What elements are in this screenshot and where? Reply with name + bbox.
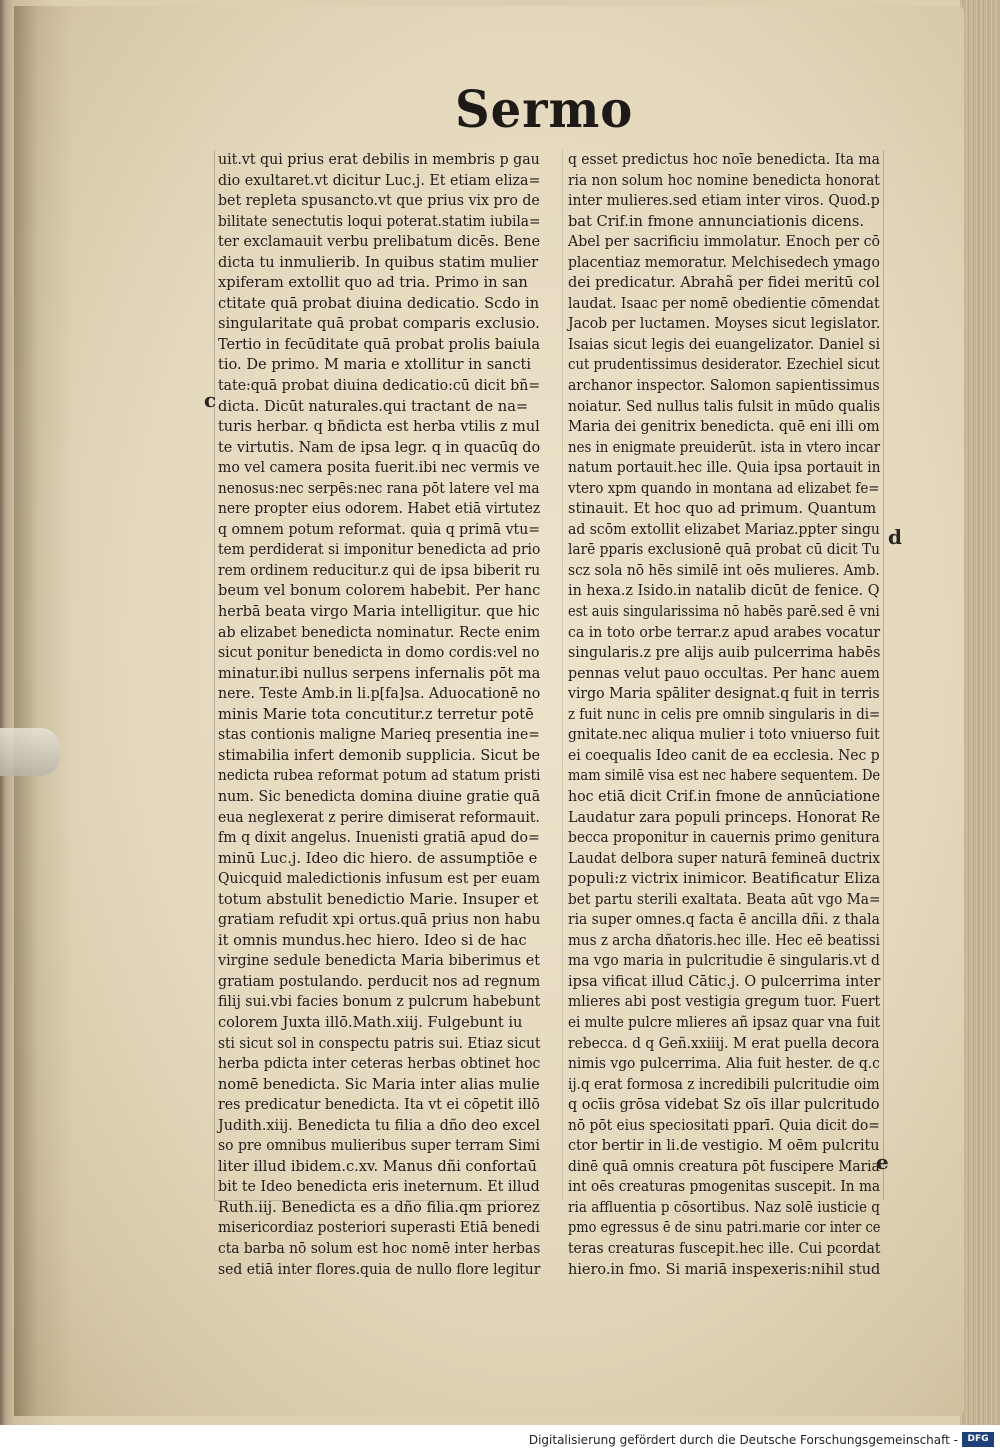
text-line: pmo egressus ē de sinu patri.marie cor inter ce <box>568 1219 881 1237</box>
text-line: ad scōm extollit elizabet Mariaz.ppter singu <box>568 520 880 538</box>
text-line: te virtutis. Nam de ipsa legr. q in quacūq do <box>218 438 541 456</box>
text-line: placentiaz memoratur. Melchisedech ymago <box>568 253 880 271</box>
text-line: becca proponitur in cauernis primo genitura <box>568 829 880 847</box>
text-line: ria affluentia p cōsortibus. Naz solē iusticie q <box>568 1198 880 1216</box>
text-line: beum vel bonum colorem habebit. Per hanc <box>218 582 541 600</box>
text-line: vtero xpm quando in montana ad elizabet fe= <box>568 479 880 497</box>
text-line: nenosus:nec serpēs:nec rana pōt latere vel ma <box>218 479 540 497</box>
text-line: in hexa.z Isido.in natalib dicūt de fenice. Q <box>568 582 880 600</box>
text-line: Maria dei genitrix benedicta. quē eni illi om <box>568 418 880 436</box>
text-line: dinē quā omnis creatura pōt fuscipere Maria <box>568 1157 880 1175</box>
text-line: singularitate quā probat comparis exclusio. <box>218 315 540 333</box>
text-line: ter exclamauit verbu prelibatum dicēs. Bene <box>218 233 541 251</box>
text-line: Laudatur zara populi princeps. Honorat Re <box>568 808 881 826</box>
footer-credit: Digitalisierung gefördert durch die Deutsche Forschungsgemeinschaft - <box>528 1433 958 1447</box>
text-line: fm q dixit angelus. Inuenisti gratiā apud do= <box>218 829 540 847</box>
text-line: Tertio in fecūditate quā probat prolis baiula <box>218 335 541 353</box>
text-line: stinauit. Et hoc quo ad primum. Quantum <box>568 500 877 518</box>
text-line: num. Sic benedicta domina diuine gratie quā <box>218 787 541 805</box>
text-line: ctor bertir in li.de vestigio. M oēm pulcritu <box>568 1137 880 1155</box>
text-line: Isaias sicut legis dei euangelizator. Daniel si <box>568 335 881 353</box>
text-line: populi:z victrix inimicor. Beatificatur Eliza <box>568 870 881 888</box>
text-line: larē pparis exclusionē quā probat cū dicit Tu <box>568 541 881 559</box>
page-stack <box>960 0 1000 1425</box>
text-line: est auis singularissima nō habēs parē.sed ē vni <box>568 603 880 621</box>
text-line: q omnem potum reformat. quia q primā vtu= <box>218 520 541 538</box>
text-line: int oēs creaturas pmogenitas suscepit. In ma <box>568 1178 881 1196</box>
text-line: sed etiā inter flores.quia de nullo flore legitur <box>218 1260 541 1278</box>
text-line: ria super omnes.q facta ē ancilla dñi. z thala <box>568 911 880 929</box>
text-line: bit te Ideo benedicta eris ineternum. Et illud <box>218 1178 540 1196</box>
text-line: minatur.ibi nullus serpens infernalis pōt ma <box>218 664 541 682</box>
text-line: ria non solum hoc nomine benedicta honorat <box>568 171 880 189</box>
text-line: colorem Juxta illō.Math.xiij. Fulgebunt iu <box>218 1013 523 1031</box>
text-line: virgo Maria spāliter designat.q fuit in terris <box>568 685 880 703</box>
text-line: hoc etiā dicit Crif.in fmone de annūciatione <box>568 787 881 805</box>
text-line: nimis vgo pulcerrima. Alia fuit hester. de q.c <box>568 1055 880 1073</box>
text-line: dei predicatur. Abrahã per fidei meritū col <box>568 274 880 292</box>
margin-letter-d: d <box>888 525 902 549</box>
page-header-title: Sermo <box>455 80 634 140</box>
text-line: cta barba nō solum est hoc nomē inter herbas <box>218 1239 541 1257</box>
text-line: herba pdicta inter ceteras herbas obtinet hoc <box>218 1055 541 1073</box>
text-line: cut prudentissimus desiderator. Ezechiel sicut <box>568 356 880 374</box>
text-line: gratiam refudit xpi ortus.quā prius non habu <box>218 911 541 929</box>
text-line: ca in toto orbe terrar.z apud arabes vocatur <box>568 623 881 641</box>
text-line: pennas velut pauo occultas. Per hanc auem <box>568 664 880 682</box>
text-line: ma vgo maria in pulcritudie ē singularis.vt d <box>568 952 880 970</box>
text-line: hiero.in fmo. Si mariā inspexeris:nihil stud <box>568 1260 881 1278</box>
text-line: tem perdiderat si imponitur benedicta ad prio <box>218 541 541 559</box>
text-line: bilitate senectutis loqui poterat.statim iubila= <box>218 212 541 230</box>
text-line: tio. De primo. M maria e xtollitur in sancti <box>218 356 532 374</box>
text-line: virgine sedule benedicta Maria biberimus et <box>218 952 541 970</box>
text-line: teras creaturas fuscepit.hec ille. Cui pcordat <box>568 1239 881 1257</box>
text-line: nere. Teste Amb.in li.p[fa]sa. Aduocationē no <box>218 685 541 703</box>
margin-letter-e: e <box>876 1150 889 1174</box>
text-line: totum abstulit benedictio Marie. Insuper et <box>218 890 539 908</box>
text-line: misericordiaz posteriori superasti Etiā benedi <box>218 1219 540 1237</box>
text-line: ab elizabet benedicta nominatur. Recte enim <box>218 623 541 641</box>
text-line: res predicatur benedicta. Ita vt ei cōpetit illō <box>218 1096 540 1114</box>
text-line: xpiferam extollit quo ad tria. Primo in san <box>218 274 528 292</box>
text-line: nes in enigmate preuiderūt. ista in vtero incar <box>568 438 881 456</box>
text-line: ipsa vificat illud Cātic.j. O pulcerrima inter <box>568 972 881 990</box>
text-line: laudat. Isaac per nomē obedientie cōmendat <box>568 294 880 312</box>
text-line: Jacob per luctamen. Moyses sicut legislator. <box>568 315 881 333</box>
text-line: Laudat delbora super naturā femineā ductrix <box>568 849 881 867</box>
text-line: rem ordinem reducitur.z qui de ipsa biberit ru <box>218 561 541 579</box>
text-line: nō pōt eius speciositati pparī. Quia dicit do= <box>568 1116 880 1134</box>
right-text-column <box>568 150 880 1280</box>
footer-bar <box>0 1425 1000 1455</box>
bookmark-ribbon <box>0 728 60 776</box>
text-line: Ruth.iij. Benedicta es a dño filia.qm priorez <box>218 1198 540 1216</box>
text-line: uit.vt qui prius erat debilis in membris p gau <box>218 151 540 168</box>
text-line: mus z archa dñatoris.hec ille. Hec eē beatissi <box>568 931 881 949</box>
text-line: ij.q erat formosa z incredibili pulcritudie oim <box>568 1075 880 1093</box>
text-line: gratiam postulando. perducit nos ad regnum <box>218 972 541 990</box>
text-line: dicta. Dicūt naturales.qui tractant de na= <box>218 397 529 415</box>
text-line: filij sui.vbi facies bonum z pulcrum habebunt <box>218 993 541 1011</box>
text-line: mam similē visa est nec habere sequentem. De <box>568 767 881 785</box>
text-line: q esset predictus hoc noīe benedicta. Ita ma <box>568 151 880 168</box>
text-line: ctitate quā probat diuina dedicatio. Scdo in <box>218 294 540 312</box>
text-line: herbā beata virgo Maria intelligitur. que hic <box>218 603 540 621</box>
text-line: so pre omnibus mulieribus super terram Simi <box>218 1137 540 1155</box>
text-line: inter mulieres.sed etiam inter viros. Quod.p <box>568 192 880 210</box>
text-line: nedicta rubea reformat potum ad statum pristi <box>218 767 541 785</box>
text-line: nomē benedicta. Sic Maria inter alias mulie <box>218 1075 540 1093</box>
text-line: nere propter eius odorem. Habet etiā virtutez <box>218 500 541 518</box>
text-line: mo vel camera posita fuerit.ibi nec vermis ve <box>218 459 540 477</box>
text-line: z fuit nunc in celis pre omnib singularis in di= <box>568 705 881 723</box>
text-line: natum portauit.hec ille. Quia ipsa portauit in <box>568 459 881 477</box>
text-line: liter illud ibidem.c.xv. Manus dñi confortaū <box>218 1157 537 1175</box>
text-line: noiatur. Sed nullus talis fulsit in mūdo qualis <box>568 397 881 415</box>
text-line: sti sicut sol in conspectu patris sui. Etiaz sicut <box>218 1034 541 1052</box>
margin-letter-c: c <box>204 388 217 412</box>
text-line: stas contionis maligne Marieq presentia ine= <box>218 726 540 744</box>
text-line: it omnis mundus.hec hiero. Ideo si de hac <box>218 931 527 949</box>
text-line: tate:quā probat diuina dedicatio:cū dicit bñ= <box>218 377 541 395</box>
text-line: ei multe pulcre mlieres añ ipsaz quar vna fuit <box>568 1013 881 1031</box>
text-line: gnitate.nec aliqua mulier i toto vniuerso fuit <box>568 726 880 744</box>
left-text-column <box>218 150 540 1280</box>
text-line: rebecca. d q Geñ.xxiiij. M erat puella decora <box>568 1034 880 1052</box>
text-line: dicta tu inmulierib. In quibus statim mulier <box>218 253 539 271</box>
text-line: turis herbar. q bñdicta est herba vtilis z mul <box>218 418 540 436</box>
text-line: bat Crif.in fmone annunciationis dicens. <box>568 212 864 230</box>
text-line: scz sola nō hēs similē int oēs mulieres. Amb. <box>568 561 880 579</box>
text-line: bet partu sterili exaltata. Beata aūt vgo Ma= <box>568 890 881 908</box>
text-line: singularis.z pre alijs auib pulcerrima habēs <box>568 644 881 662</box>
text-line: eua neglexerat z perire dimiserat reformauit. <box>218 808 540 826</box>
text-line: q ocīis grōsa videbat Sz oīs illar pulcritudo <box>568 1096 880 1114</box>
text-line: bet repleta spusancto.vt que prius vix pro de <box>218 192 540 210</box>
text-line: Abel per sacrificiu immolatur. Enoch per cō <box>568 233 881 251</box>
text-line: dio exultaret.vt dicitur Luc.j. Et etiam eliza= <box>218 171 541 189</box>
text-line: archanor inspector. Salomon sapientissimus <box>568 377 880 395</box>
text-line: Quicquid maledictionis infusum est per euam <box>218 870 541 888</box>
text-line: mlieres abi post vestigia gregum tuor. Fuert <box>568 993 881 1011</box>
dfg-logo: DFG <box>962 1432 994 1447</box>
text-line: minū Luc.j. Ideo dic hiero. de assumptiōe e <box>218 849 538 867</box>
text-line: stimabilia infert demonib supplicia. Sicut be <box>218 746 541 764</box>
text-line: Judith.xiij. Benedicta tu filia a dño deo excel <box>218 1116 540 1134</box>
text-line: minis Marie tota concutitur.z terretur potē <box>218 705 534 723</box>
text-line: sicut ponitur benedicta in domo cordis:vel no <box>218 644 540 662</box>
text-line: ei coequalis Ideo canit de ea ecclesia. Nec p <box>568 746 880 764</box>
